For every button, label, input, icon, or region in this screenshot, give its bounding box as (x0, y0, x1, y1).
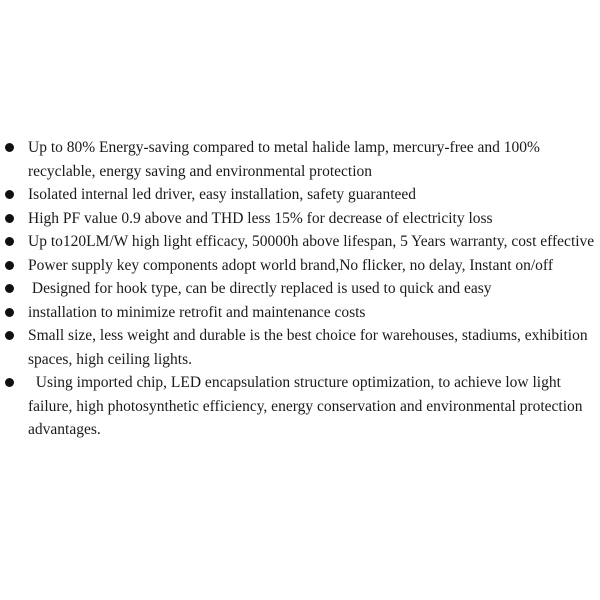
feature-item-imported-chip (5, 371, 597, 442)
feature-item-hook-type (5, 277, 597, 301)
bullet-icon (5, 190, 14, 199)
feature-item-isolated-driver (5, 183, 597, 207)
feature-text: Isolated internal led driver, easy installation, safety guaranteed (28, 186, 417, 203)
feature-item-pf-value (5, 207, 597, 231)
feature-item-energy-saving (5, 136, 597, 183)
bullet-icon (5, 378, 14, 387)
bullet-icon (5, 308, 14, 317)
feature-list (5, 136, 597, 442)
feature-text: Designed for hook type, can be directly replaced is used to quick and easy (28, 280, 492, 297)
feature-text: Power supply key components adopt world brand,No flicker, no delay, Instant on/off (28, 256, 553, 274)
feature-item-power-supply (5, 254, 597, 278)
feature-text: High PF value 0.9 above and THD less 15% for decrease of electricity loss (28, 209, 493, 227)
feature-item-small-size (5, 324, 597, 371)
feature-text: Using imported chip, LED encapsulation structure optimization, to achieve low light failure, high photosynthetic efficiency, energy conservation and environmental protection advantages. (28, 374, 587, 438)
feature-text: Up to120LM/W high light efficacy, 50000h above lifespan, 5 Years warranty, cost effective (28, 233, 595, 250)
bullet-icon (5, 214, 14, 223)
feature-item-light-efficacy (5, 230, 597, 254)
bullet-icon (5, 284, 14, 293)
feature-text: Small size, less weight and durable is the best choice for warehouses, stadiums, exhibition spaces, high ceiling lights. (28, 327, 592, 368)
bullet-icon (5, 237, 14, 246)
bullet-icon (5, 261, 14, 270)
feature-item-installation (5, 301, 597, 325)
bullet-icon (5, 331, 14, 340)
feature-text: Up to 80% Energy-saving compared to metal halide lamp, mercury-free and 100% recyclable, energy saving and environmental protection (28, 139, 544, 180)
feature-text: installation to minimize retrofit and maintenance costs (28, 303, 366, 321)
bullet-icon (5, 143, 14, 152)
